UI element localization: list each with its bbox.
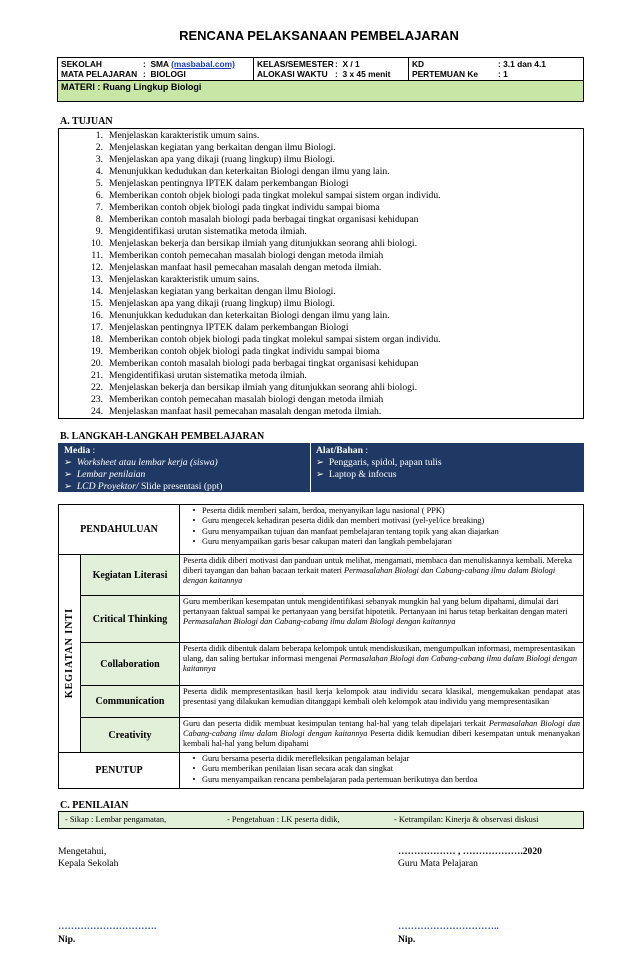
tujuan-number: 19. xyxy=(91,346,103,357)
media-divider xyxy=(310,443,311,492)
section-c-heading: C. PENILAIAN xyxy=(60,800,129,811)
tujuan-text: Menjelaskan bekerja dan bersikap ilmiah yang ditunjukkan seorang ahli biologi. xyxy=(109,382,417,393)
tujuan-text: Menjelaskan apa yang dikaji (ruang lingkup) ilmu Biologi. xyxy=(109,154,335,165)
tujuan-text: Menjelaskan pentingnya IPTEK dalam perkembangan Biologi xyxy=(109,322,349,333)
kepala-signature-line: …………………………. xyxy=(58,921,157,932)
identity-box xyxy=(57,57,584,102)
tujuan-number: 10. xyxy=(91,238,103,249)
media-item: ➢ LCD Proyektor/ Slide presentasi (ppt) xyxy=(64,481,223,492)
tujuan-number: 2. xyxy=(95,142,103,153)
tujuan-text: Memberikan contoh objek biologi pada tingkat individu sampai bioma xyxy=(109,346,380,357)
tujuan-text: Mengidentifikasi urutan sistematika metoda ilmiah. xyxy=(109,226,307,237)
creativity-content: Guru dan peserta didik membuat kesimpulan tentang hal-hal yang telah dipelajari terkait Permasalahan Biologi dan Cabang-cabang ilmu dalam Biologi dengan kaitannya Peserta didik kemudian diberi kesempatan untuk menanyakan kembali hal-hal yang belum dipahami xyxy=(179,717,584,753)
media-heading: Media : xyxy=(64,445,96,456)
tujuan-text: Menjelaskan karakteristik umum sains. xyxy=(109,274,260,285)
literasi-content: Peserta didik diberi motivasi dan panduan untuk melihat, mengamati, membaca dan menuliskannya kembali. Mereka diberi tayangan dan bahan bacaan terkait materi Permasalahan Biologi dan Cabang-cabang ilmu dalam Biologi dengan kaitannya xyxy=(179,554,584,596)
list-item: • Guru menyampaikan tujuan dan manfaat pembelajaran tentang topik yang akan diajarkan xyxy=(192,526,499,536)
tujuan-text: Menunjukkan kedudukan dan keterkaitan Biologi dengan ilmu yang lain. xyxy=(109,166,390,177)
tujuan-number: 17. xyxy=(91,322,103,333)
tujuan-item xyxy=(59,274,441,286)
tujuan-number: 15. xyxy=(91,298,103,309)
list-item: • Guru menyampaikan garis besar cakupan materi dan langkah pembelajaran xyxy=(192,536,452,546)
tujuan-number: 16. xyxy=(91,310,103,321)
tujuan-item xyxy=(59,190,441,202)
pendahuluan-content xyxy=(179,504,584,555)
penilaian-sikap: - Sikap : Lembar pengamatan, xyxy=(65,815,167,824)
kepala-sekolah-text: Kepala Sekolah xyxy=(58,858,119,869)
pendahuluan-label: PENDAHULUAN xyxy=(58,504,180,555)
tujuan-item xyxy=(59,166,441,178)
tujuan-item xyxy=(59,370,441,382)
alat-item: ➢ Penggaris, spidol, papan tulis xyxy=(316,457,442,468)
communication-label: Communication xyxy=(80,685,180,718)
sekolah-label: SEKOLAH xyxy=(61,59,102,69)
mapel-value: BIOLOGI xyxy=(150,69,186,79)
alat-heading: Alat/Bahan : xyxy=(316,445,368,456)
tujuan-item xyxy=(59,382,441,394)
sekolah-value: SMA xyxy=(150,59,169,69)
tujuan-text: Memberikan contoh pemecahan masalah biologi dengan metoda ilmiah xyxy=(109,394,384,405)
kd-cell: KD : 3.1 dan 4.1 PERTEMUAN Ke : 1 xyxy=(412,59,546,79)
tujuan-box xyxy=(58,128,584,419)
media-item: ➢ Lembar penilaian xyxy=(64,469,146,480)
penilaian-keterampilan: - Ketrampilan: Kinerja & observasi diskusi xyxy=(394,815,539,824)
tujuan-number: 22. xyxy=(91,382,103,393)
tujuan-item xyxy=(59,358,441,370)
list-item: • Guru bersama peserta didik merefleksikan pengalaman belajar xyxy=(192,754,410,763)
tujuan-item xyxy=(59,178,441,190)
tujuan-number: 6. xyxy=(95,190,103,201)
communication-content: Peserta didik mempresentasikan hasil kerja kelompok atau individu secara klasikal, mengemukakan pendapat atas presentasi yang dilakukan kemudian ditanggapi kembali oleh kelompok atau individu yang mempresentasikan xyxy=(179,685,584,718)
tujuan-item xyxy=(59,238,441,250)
tujuan-number: 20. xyxy=(91,358,103,369)
tujuan-item xyxy=(59,262,441,274)
tujuan-text: Memberikan contoh objek biologi pada tingkat individu sampai bioma xyxy=(109,202,380,213)
critical-thinking-content: Guru memberikan kesempatan untuk mengidentifikasi sebanyak mungkin hal yang belum dipahami, dimulai dari pertanyaan faktual sampai ke pertanyaan yang bersifat hipotetik. Pertanyaan ini harus tetap berkaitan dengan materi Permasalahan Biologi dan Cabang-cabang ilmu dalam Biologi dengan kaitannya xyxy=(179,595,584,643)
kd-label: KD xyxy=(412,59,425,69)
guru-text: Guru Mata Pelajaran xyxy=(398,858,478,869)
tujuan-number: 9. xyxy=(95,226,103,237)
tujuan-item xyxy=(59,298,441,310)
identity-row xyxy=(58,58,583,81)
tujuan-item xyxy=(59,394,441,406)
pertemuan-value: 1 xyxy=(503,69,508,79)
tujuan-number: 21. xyxy=(91,370,103,381)
list-item: • Peserta didik memberi salam, berdoa, menyanyikan lagu nasional ( PPK) xyxy=(192,506,445,515)
alokasi-value: 3 x 45 menit xyxy=(342,69,391,79)
pertemuan-label: PERTEMUAN Ke xyxy=(412,69,479,79)
tujuan-number: 11. xyxy=(91,250,103,261)
tujuan-item xyxy=(59,286,441,298)
media-item: ➢ Worksheet atau lembar kerja (siswa) xyxy=(64,457,218,468)
collaboration-content: Peserta didik dibentuk dalam beberapa kelompok untuk mendiskusikan, mengumpulkan informasi, mempresentasikan ulang, dan saling bertukar informasi mengenai Permasalahan Biologi dan Cabang-cabang ilmu dalam Biologi dengan kaitannya xyxy=(179,642,584,686)
school-link[interactable]: (masbabal.com) xyxy=(171,59,235,69)
tujuan-text: Memberikan contoh objek biologi pada tingkat molekul sampai sistem organ individu. xyxy=(109,190,441,201)
tujuan-item xyxy=(59,322,441,334)
tujuan-number: 4. xyxy=(95,166,103,177)
alat-item: ➢ Laptop & infocus xyxy=(316,469,397,480)
creativity-label: Creativity xyxy=(80,717,180,753)
tujuan-item xyxy=(59,226,441,238)
tujuan-text: Mengidentifikasi urutan sistematika metoda ilmiah. xyxy=(109,370,307,381)
tujuan-text: Menjelaskan manfaat hasil pemecahan masalah dengan metoda ilmiah. xyxy=(109,262,382,273)
media-column xyxy=(64,445,223,493)
kegiatan-inti-label: KEGIATAN INTI xyxy=(64,608,75,699)
tujuan-number: 14. xyxy=(91,286,103,297)
tujuan-number: 8. xyxy=(95,214,103,225)
tujuan-text: Menunjukkan kedudukan dan keterkaitan Biologi dengan ilmu yang lain. xyxy=(109,310,390,321)
tujuan-item xyxy=(59,310,441,322)
media-band xyxy=(58,443,584,492)
tujuan-item xyxy=(59,250,441,262)
steps-table xyxy=(58,504,584,789)
class-cell: KELAS/SEMESTER: X / 1 ALOKASI WAKTU : 3 x 45 menit xyxy=(254,58,409,80)
alokasi-label: ALOKASI WAKTU xyxy=(257,69,328,79)
tujuan-text: Menjelaskan kegiatan yang berkaitan dengan ilmu Biologi. xyxy=(109,286,336,297)
tujuan-text: Menjelaskan apa yang dikaji (ruang lingkup) ilmu Biologi. xyxy=(109,298,335,309)
tujuan-item xyxy=(59,142,441,154)
tujuan-list xyxy=(59,130,441,418)
tujuan-text: Menjelaskan karakteristik umum sains. xyxy=(109,130,260,141)
date-line: ……………… , ……………….2020 xyxy=(398,846,542,857)
tujuan-number: 24. xyxy=(91,406,103,417)
guru-signature-line: ………………………….. xyxy=(398,921,499,932)
tujuan-number: 7. xyxy=(95,202,103,213)
kepala-nip: Nip. xyxy=(58,934,76,945)
materi-label: MATERI : Ruang Lingkup Biologi xyxy=(61,82,202,92)
penilaian-box xyxy=(58,811,584,829)
tujuan-text: Memberikan contoh pemecahan masalah biologi dengan metoda ilmiah xyxy=(109,250,384,261)
penutup-label: PENUTUP xyxy=(58,752,180,789)
kelas-label: KELAS/SEMESTER xyxy=(257,59,334,69)
tujuan-number: 3. xyxy=(95,154,103,165)
school-cell: SEKOLAH : SMA (masbabal.com) MATA PELAJARAN : BIOLOGI xyxy=(58,58,254,80)
tujuan-item xyxy=(59,214,441,226)
document-title: RENCANA PELAKSANAAN PEMBELAJARAN xyxy=(179,28,459,43)
tujuan-text: Menjelaskan bekerja dan bersikap ilmiah yang ditunjukkan seorang ahli biologi. xyxy=(109,238,417,249)
alat-column xyxy=(316,445,442,481)
tujuan-item xyxy=(59,406,441,418)
tujuan-item xyxy=(59,154,441,166)
tujuan-number: 23. xyxy=(91,394,103,405)
penilaian-pengetahuan: - Pengetahuan : LK peserta didik, xyxy=(227,815,340,824)
tujuan-text: Memberikan contoh objek biologi pada tingkat molekul sampai sistem organ individu. xyxy=(109,334,441,345)
tujuan-number: 1. xyxy=(95,130,103,141)
section-b-heading: B. LANGKAH-LANGKAH PEMBELAJARAN xyxy=(60,431,265,442)
mengetahui-text: Mengetahui, xyxy=(58,846,107,857)
mapel-label: MATA PELAJARAN xyxy=(61,69,138,79)
tujuan-text: Memberikan contoh masalah biologi pada berbagai tingkat organisasi kehidupan xyxy=(109,214,419,225)
section-a-heading: A. TUJUAN xyxy=(60,116,113,127)
penutup-content xyxy=(179,752,584,789)
list-item: • Guru mengecek kehadiran peserta didik dan memberi motivasi (yel-yel/ice breaking) xyxy=(192,516,485,526)
tujuan-number: 5. xyxy=(95,178,103,189)
tujuan-item xyxy=(59,346,441,358)
list-item: • Guru memberikan penilaian lisan secara acak dan singkat xyxy=(192,764,393,774)
kegiatan-inti-cell xyxy=(58,554,81,753)
tujuan-item xyxy=(59,202,441,214)
collaboration-label: Collaboration xyxy=(80,642,180,686)
tujuan-number: 18. xyxy=(91,334,103,345)
kelas-value: X / 1 xyxy=(342,59,360,69)
tujuan-text: Memberikan contoh masalah biologi pada berbagai tingkat organisasi kehidupan xyxy=(109,358,419,369)
tujuan-number: 12. xyxy=(91,262,103,273)
literasi-label: Kegiatan Literasi xyxy=(80,554,180,596)
tujuan-item xyxy=(59,334,441,346)
list-item: • Guru menyampaikan rencana pembelajaran pada pertemuan berikutnya dan berdoa xyxy=(192,774,478,784)
tujuan-text: Menjelaskan kegiatan yang berkaitan dengan ilmu Biologi. xyxy=(109,142,336,153)
tujuan-number: 13. xyxy=(91,274,103,285)
guru-nip: Nip. xyxy=(398,934,416,945)
tujuan-text: Menjelaskan pentingnya IPTEK dalam perkembangan Biologi xyxy=(109,178,349,189)
tujuan-text: Menjelaskan manfaat hasil pemecahan masalah dengan metoda ilmiah. xyxy=(109,406,382,417)
kd-value: 3.1 dan 4.1 xyxy=(503,59,546,69)
tujuan-item xyxy=(59,130,441,142)
critical-thinking-label: Critical Thinking xyxy=(80,595,180,643)
